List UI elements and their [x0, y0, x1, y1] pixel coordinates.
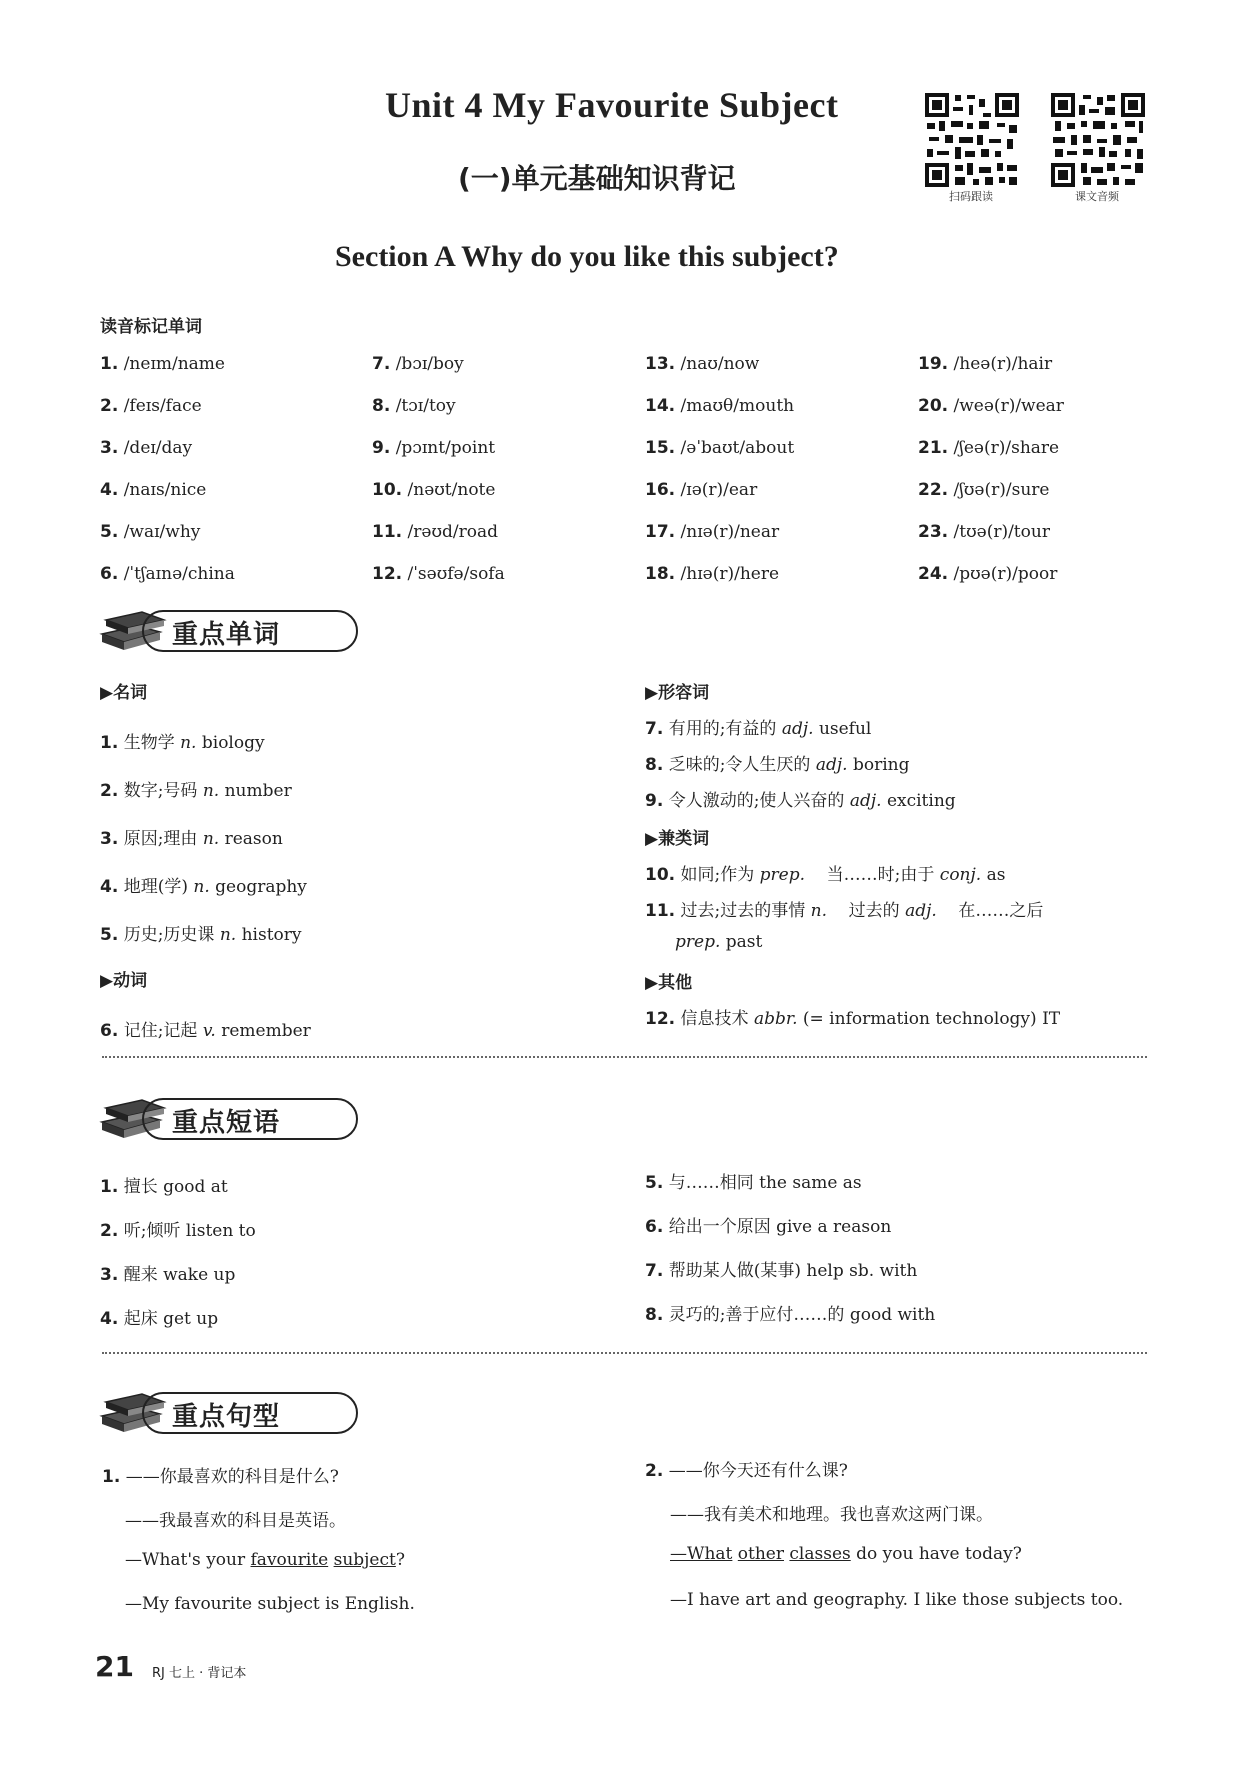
section-title: Section A Why do you like this subject? — [335, 240, 839, 273]
phonics-item-text: /bɔɪ/boy — [395, 354, 464, 374]
phonics-item-text: /nəʊt/note — [407, 480, 496, 500]
verb-item — [100, 1016, 311, 1041]
section-subtitle: (一)单元基础知识背记 — [458, 162, 736, 195]
key-sentences-badge-label: 重点句型 — [172, 1402, 281, 1432]
noun-item-english: geography — [215, 877, 307, 897]
phonics-item — [918, 480, 1049, 500]
phonics-item — [372, 564, 505, 584]
phonics-item — [918, 522, 1050, 542]
sentence-1-cn-answer: ——我最喜欢的科目是英语。 — [125, 1511, 346, 1531]
phonics-item-text: /ʃʊə(r)/sure — [953, 480, 1050, 500]
phrase-item — [100, 1216, 256, 1241]
key-phrases-badge — [98, 1094, 368, 1140]
phrase-item — [100, 1260, 235, 1285]
multi-heading: ▶兼类词 — [645, 829, 710, 849]
noun-item-number: 5. — [100, 925, 119, 945]
adj-item-chinese: 令人激动的;使人兴奋的 — [668, 791, 845, 811]
phonics-item-text: /neɪm/name — [123, 354, 225, 374]
divider — [102, 1352, 1147, 1354]
phonics-item — [918, 396, 1064, 416]
phonics-item — [100, 438, 192, 458]
phonics-item-number: 4. — [100, 480, 119, 500]
phonics-item-number: 10. — [372, 480, 403, 500]
phrase-item — [645, 1168, 862, 1193]
phonics-item — [100, 522, 200, 542]
phonics-item — [645, 522, 779, 542]
key-sentences-badge — [98, 1388, 368, 1434]
phonics-item — [100, 396, 202, 416]
phrase-chinese: 听;倾听 — [123, 1221, 181, 1241]
noun-item-number: 1. — [100, 733, 119, 753]
phonics-item — [372, 480, 495, 500]
adj-item — [645, 786, 956, 811]
phonics-item-text: /deɪ/day — [123, 438, 193, 458]
phonics-item-text: /nɪə(r)/near — [680, 522, 780, 542]
nouns-heading: ▶名词 — [100, 683, 148, 703]
adj-item-number: 7. — [645, 719, 664, 739]
phonics-item-number: 23. — [918, 522, 949, 542]
phonics-item — [918, 438, 1059, 458]
noun-item-pos: n. — [219, 925, 237, 945]
phonics-item-number: 15. — [645, 438, 676, 458]
phrase-chinese: 灵巧的;善于应付……的 — [668, 1305, 845, 1325]
phonics-item-text: /ˈtʃaɪnə/china — [123, 564, 235, 584]
phonics-item-number: 3. — [100, 438, 119, 458]
phonics-item-number: 9. — [372, 438, 391, 458]
adj-item-number: 8. — [645, 755, 664, 775]
noun-item-english: number — [224, 781, 292, 801]
noun-item-chinese: 历史;历史课 — [123, 925, 215, 945]
adj-item-pos: adj. — [849, 791, 882, 811]
verb-item-chinese: 记住;记起 — [123, 1021, 198, 1041]
phrase-item — [645, 1212, 891, 1237]
noun-item — [100, 824, 283, 849]
phrase-number: 1. — [100, 1177, 119, 1197]
key-phrases-badge-label: 重点短语 — [172, 1108, 281, 1138]
phonics-item-text: /hɪə(r)/here — [680, 564, 780, 584]
phonics-item-text: /tʊə(r)/tour — [953, 522, 1050, 542]
phonics-item — [918, 354, 1052, 374]
page-meta: RJ 七上 · 背记本 — [152, 1666, 247, 1681]
noun-item-pos: n. — [193, 877, 210, 897]
phonics-item-text: /heə(r)/hair — [953, 354, 1053, 374]
multi-item-11: 11. 过去;过去的事情 n. 过去的 adj. 在……之后 — [645, 901, 1044, 921]
noun-item — [100, 920, 302, 945]
verbs-heading: ▶动词 — [100, 971, 148, 991]
phonics-item — [372, 354, 464, 374]
adj-item-pos: adj. — [815, 755, 848, 775]
adj-item-chinese: 有用的;有益的 — [668, 719, 777, 739]
divider — [102, 1056, 1147, 1058]
verb-item-number: 6. — [100, 1021, 119, 1041]
phonics-item-number: 14. — [645, 396, 676, 416]
noun-item-chinese: 地理(学) — [123, 877, 188, 897]
phrase-english: help sb. with — [806, 1261, 918, 1281]
noun-item-pos: n. — [202, 829, 220, 849]
phonics-item-text: /ˈsəʊfə/sofa — [407, 564, 505, 584]
page-number: 21 — [95, 1650, 134, 1683]
noun-item-chinese: 生物学 — [123, 733, 175, 753]
phonics-item-text: /pɔɪnt/point — [395, 438, 496, 458]
phonics-heading: 读音标记单词 — [100, 317, 202, 337]
phonics-item-number: 5. — [100, 522, 119, 542]
noun-item-number: 3. — [100, 829, 119, 849]
phrase-chinese: 给出一个原因 — [668, 1217, 771, 1237]
noun-item — [100, 776, 292, 801]
phonics-item-text: /naʊ/now — [680, 354, 760, 374]
noun-item — [100, 872, 307, 897]
phonics-item — [645, 480, 757, 500]
sentence-2-cn-answer: ——我有美术和地理。我也喜欢这两门课。 — [670, 1505, 993, 1525]
phrase-chinese: 帮助某人做(某事) — [668, 1261, 801, 1281]
phrase-english: good at — [163, 1177, 228, 1197]
phrase-number: 3. — [100, 1265, 119, 1285]
phrase-number: 4. — [100, 1309, 119, 1329]
sentence-1-cn-question: 1. ——你最喜欢的科目是什么? — [102, 1467, 339, 1487]
phrase-item — [645, 1256, 917, 1281]
phonics-item-text: /ɪə(r)/ear — [680, 480, 758, 500]
phonics-item-text: /naɪs/nice — [123, 480, 207, 500]
multi-item-10: 10. 如同;作为 prep. 当……时;由于 conj. as — [645, 865, 1006, 885]
verb-item-english: remember — [221, 1021, 311, 1041]
noun-item-pos: n. — [202, 781, 220, 801]
phrase-english: get up — [163, 1309, 219, 1329]
noun-item-number: 4. — [100, 877, 119, 897]
phrase-english: listen to — [185, 1221, 256, 1241]
noun-item-pos: n. — [180, 733, 197, 753]
phrase-chinese: 起床 — [123, 1309, 158, 1329]
adj-item-english: boring — [852, 755, 910, 775]
phonics-item — [645, 354, 759, 374]
phonics-item-number: 20. — [918, 396, 949, 416]
phonics-item-number: 21. — [918, 438, 949, 458]
phonics-item — [918, 564, 1057, 584]
adj-item-chinese: 乏味的;令人生厌的 — [668, 755, 811, 775]
other-heading: ▶其他 — [645, 973, 693, 993]
phonics-item-number: 12. — [372, 564, 403, 584]
phonics-item-number: 8. — [372, 396, 391, 416]
adj-item-pos: adj. — [781, 719, 814, 739]
key-words-badge-label: 重点单词 — [172, 620, 281, 650]
phonics-item-number: 19. — [918, 354, 949, 374]
phrase-item — [100, 1304, 218, 1329]
phonics-item-text: /ʃeə(r)/share — [953, 438, 1060, 458]
adj-heading: ▶形容词 — [645, 683, 710, 703]
qr-right-label: 课文音频 — [1075, 190, 1119, 203]
phonics-item — [645, 564, 779, 584]
noun-item-english: history — [241, 925, 302, 945]
noun-item-english: biology — [201, 733, 265, 753]
phonics-item — [372, 396, 456, 416]
phonics-item — [372, 438, 495, 458]
phonics-item-number: 7. — [372, 354, 391, 374]
phonics-item — [372, 522, 498, 542]
phrase-number: 6. — [645, 1217, 664, 1237]
phonics-item-number: 2. — [100, 396, 119, 416]
phonics-item-number: 16. — [645, 480, 676, 500]
phonics-item-number: 18. — [645, 564, 676, 584]
multi-item-11-cont: prep. past — [675, 932, 763, 952]
phonics-item-number: 17. — [645, 522, 676, 542]
sentence-1-en-answer: —My favourite subject is English. — [125, 1594, 415, 1614]
phrase-number: 2. — [100, 1221, 119, 1241]
phrase-english: the same as — [759, 1173, 862, 1193]
phrase-chinese: 擅长 — [123, 1177, 158, 1197]
phonics-item-text: /tɔɪ/toy — [395, 396, 456, 416]
phonics-item — [100, 354, 225, 374]
qr-code-audio[interactable] — [1048, 90, 1148, 190]
verb-item-pos: v. — [202, 1021, 216, 1041]
noun-item-english: reason — [224, 829, 283, 849]
noun-item-chinese: 数字;号码 — [123, 781, 198, 801]
adj-item-number: 9. — [645, 791, 664, 811]
sentence-2-en-answer: —I have art and geography. I like those subjects too. — [670, 1590, 1124, 1610]
noun-item-chinese: 原因;理由 — [123, 829, 198, 849]
adj-item — [645, 714, 871, 739]
phonics-item-number: 6. — [100, 564, 119, 584]
adj-item-english: exciting — [886, 791, 956, 811]
phonics-item — [645, 396, 794, 416]
phrase-item — [645, 1300, 935, 1325]
phonics-item — [100, 480, 206, 500]
phrase-english: give a reason — [776, 1217, 892, 1237]
phonics-item-text: /maʊθ/mouth — [680, 396, 795, 416]
key-words-badge — [98, 606, 368, 652]
phonics-item-text: /pʊə(r)/poor — [953, 564, 1058, 584]
phonics-item-text: /rəʊd/road — [407, 522, 498, 542]
phrase-chinese: 与……相同 — [668, 1173, 754, 1193]
qr-left-label: 扫码跟读 — [949, 190, 993, 203]
phonics-item — [100, 564, 235, 584]
phrase-chinese: 醒来 — [123, 1265, 158, 1285]
unit-title: Unit 4 My Favourite Subject — [385, 85, 839, 125]
other-item-12: 12. 信息技术 abbr. (= information technology) IT — [645, 1009, 1061, 1029]
phonics-item-number: 11. — [372, 522, 403, 542]
phonics-item-number: 24. — [918, 564, 949, 584]
sentence-1-en-question: —What's your favourite subject? — [125, 1550, 405, 1570]
phonics-item — [645, 438, 794, 458]
noun-item-number: 2. — [100, 781, 119, 801]
phonics-item-text: /weə(r)/wear — [953, 396, 1064, 416]
phrase-item — [100, 1172, 228, 1197]
noun-item — [100, 728, 265, 753]
phrase-number: 8. — [645, 1305, 664, 1325]
sentence-2-cn-question: 2. ——你今天还有什么课? — [645, 1461, 848, 1481]
adj-item — [645, 750, 909, 775]
phonics-item-number: 13. — [645, 354, 676, 374]
phonics-item-number: 22. — [918, 480, 949, 500]
phrase-english: good with — [849, 1305, 936, 1325]
phonics-item-text: /waɪ/why — [123, 522, 201, 542]
phonics-item-text: /feɪs/face — [123, 396, 202, 416]
phrase-number: 7. — [645, 1261, 664, 1281]
phonics-item-number: 1. — [100, 354, 119, 374]
adj-item-english: useful — [818, 719, 872, 739]
qr-code-follow-read[interactable] — [922, 90, 1022, 190]
sentence-2-en-question: —What other classes do you have today? — [670, 1544, 1022, 1564]
phrase-english: wake up — [163, 1265, 236, 1285]
phrase-number: 5. — [645, 1173, 664, 1193]
phonics-item-text: /əˈbaʊt/about — [680, 438, 795, 458]
